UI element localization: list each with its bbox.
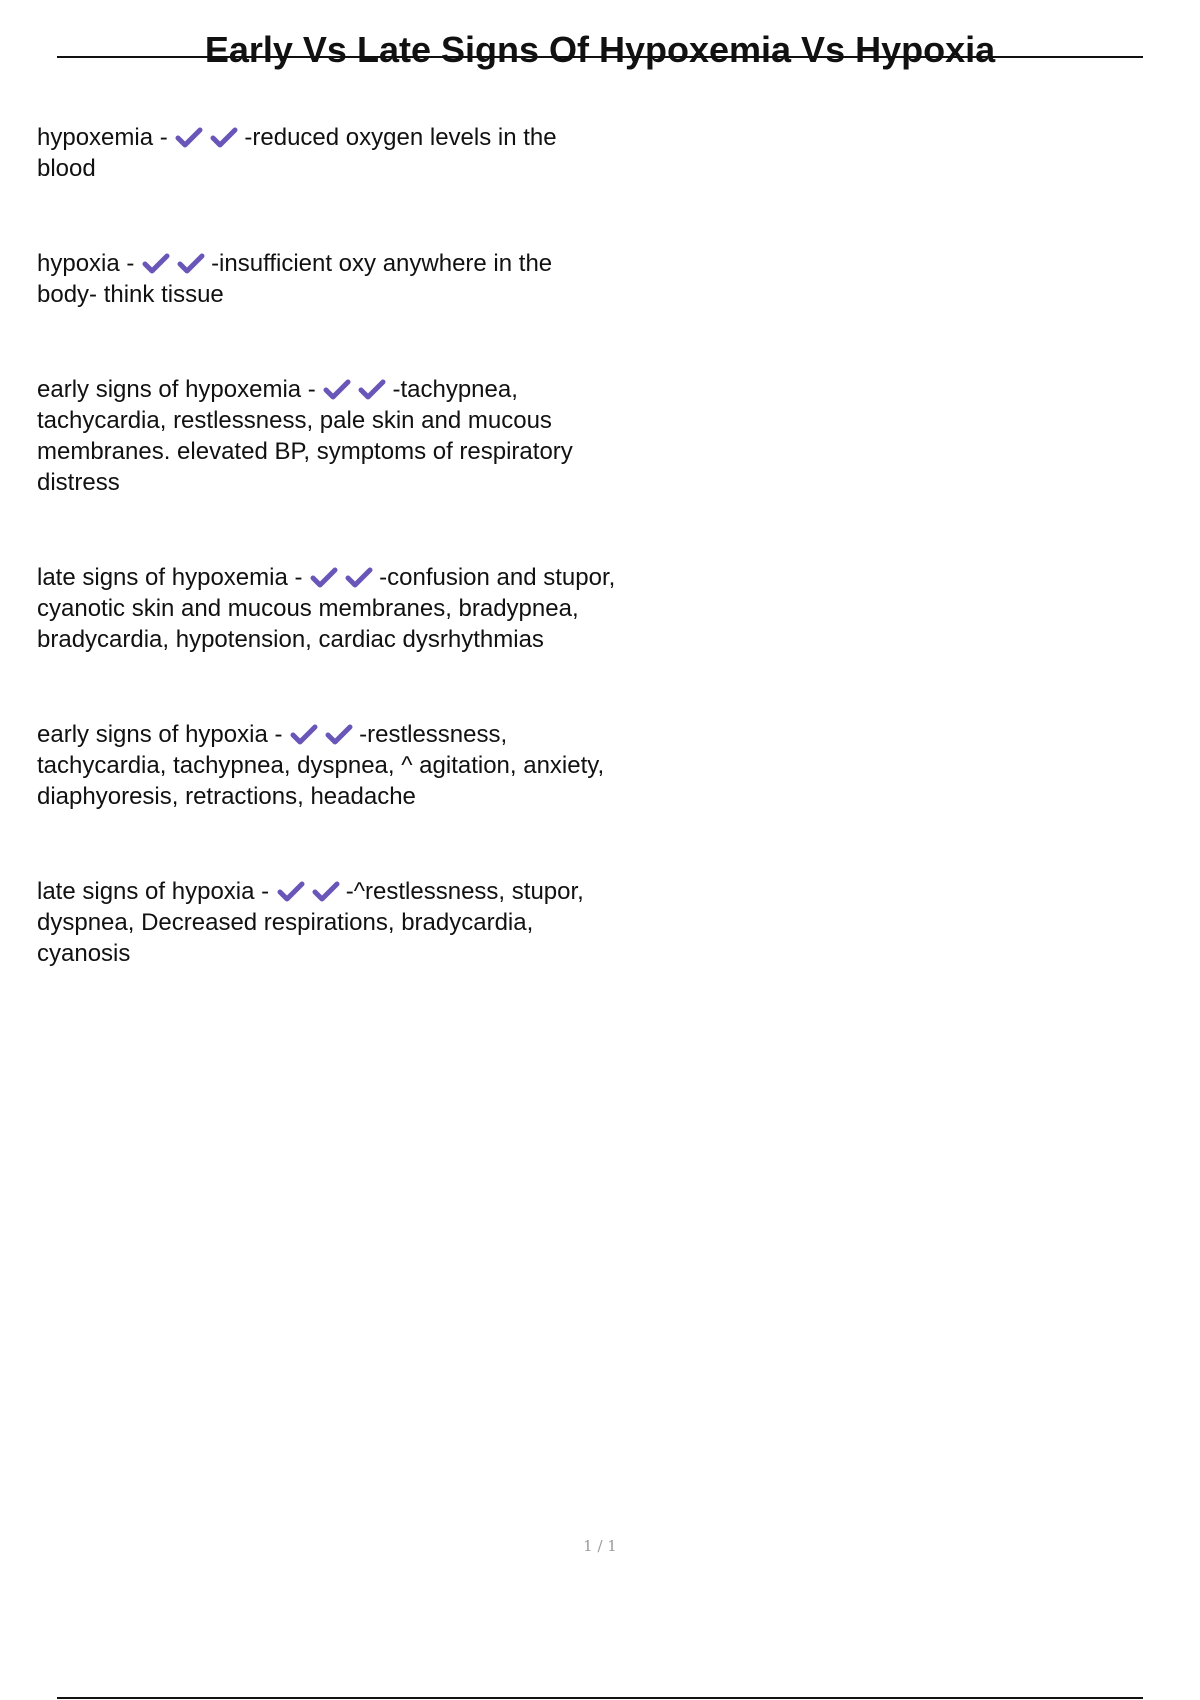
entry-definition: -^restlessness, stupor, dyspnea, Decreased respirations, bradycardia, cyanosis (37, 878, 584, 967)
footer-rule (57, 1697, 1143, 1699)
check-icon (322, 376, 352, 402)
check-icon (141, 250, 171, 276)
check-icon (176, 250, 206, 276)
flashcard-entry (37, 122, 617, 184)
check-icon (209, 124, 239, 150)
entry-term: hypoxia - (37, 250, 135, 277)
check-icon (344, 564, 374, 590)
entry-term: early signs of hypoxemia - (37, 376, 316, 403)
flashcard-entry (37, 562, 617, 655)
entry-term: late signs of hypoxemia - (37, 564, 303, 591)
flashcard-entry (37, 248, 617, 310)
page-number: 1 / 1 (583, 1537, 617, 1555)
entry-term: early signs of hypoxia - (37, 721, 283, 748)
entry-definition: -confusion and stupor, cyanotic skin and mucous membranes, bradypnea, bradycardia, hypotension, cardiac dysrhythmias (37, 564, 616, 653)
entry-definition: -restlessness, tachycardia, tachypnea, dyspnea, ^ agitation, anxiety, diaphyoresis, retractions, headache (37, 721, 605, 810)
flashcard-entry (37, 719, 617, 812)
entry-definition: -tachypnea, tachycardia, restlessness, pale skin and mucous membranes. elevated BP, symptoms of respiratory distress (37, 376, 573, 496)
entry-term: hypoxemia - (37, 124, 168, 151)
check-icon (311, 878, 341, 904)
check-icon (357, 376, 387, 402)
check-icon (324, 721, 354, 747)
flashcard-entry (37, 374, 617, 498)
check-icon (309, 564, 339, 590)
check-icon (174, 124, 204, 150)
entry-definition: -reduced oxygen levels in the blood (37, 124, 557, 182)
flashcard-entry (37, 876, 617, 969)
document-title: Early Vs Late Signs Of Hypoxemia Vs Hypoxia (204, 29, 996, 70)
entry-definition: -insufficient oxy anywhere in the body- think tissue (37, 250, 553, 308)
flashcard-list (37, 122, 617, 969)
check-icon (289, 721, 319, 747)
check-icon (276, 878, 306, 904)
entry-term: late signs of hypoxia - (37, 878, 270, 905)
